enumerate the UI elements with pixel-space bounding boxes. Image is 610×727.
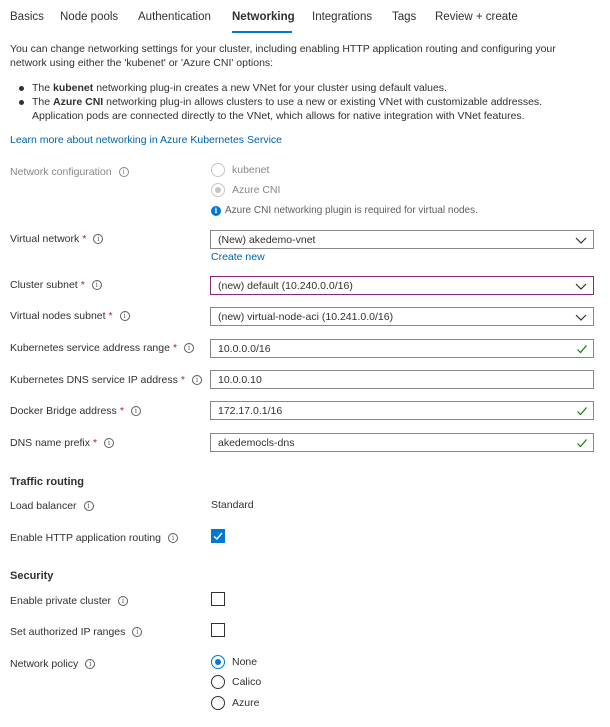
security-heading: Security — [10, 570, 54, 582]
dns-prefix-label: DNS name prefix * i — [10, 437, 114, 449]
radio-policy-none[interactable] — [211, 655, 257, 669]
traffic-routing-heading: Traffic routing — [10, 476, 84, 488]
bullet-azure-cni: The Azure CNI networking plug-in allows clusters to use a new or existing VNet with customizable addresses. Application pods are connected directly to the VNet, which allows for native integration with VNet features. — [10, 95, 590, 123]
http-routing-checkbox[interactable] — [211, 529, 225, 543]
info-icon[interactable]: i — [119, 167, 129, 177]
learn-more-link[interactable]: Learn more about networking in Azure Kubernetes Service — [10, 134, 282, 146]
tab-basics[interactable]: Basics — [10, 11, 44, 23]
load-balancer-value: Standard — [211, 499, 254, 511]
authorized-ip-label: Set authorized IP ranges i — [10, 626, 142, 638]
intro-text: You can change networking settings for your cluster, including enabling HTTP application routing and configuring your network using either the 'kubenet' or 'Azure CNI' options: — [10, 43, 556, 69]
cni-notice: i Azure CNI networking plugin is required for virtual nodes. — [211, 205, 478, 216]
virtual-nodes-subnet-dropdown[interactable]: (new) virtual-node-aci (10.241.0.0/16) — [210, 307, 594, 326]
dns-prefix-input[interactable]: akedemocls-dns — [210, 433, 594, 452]
info-icon[interactable]: i — [118, 596, 128, 606]
create-new-vnet-link[interactable]: Create new — [211, 251, 265, 263]
virtual-nodes-subnet-label: Virtual nodes subnet * i — [10, 310, 130, 322]
tab-integrations[interactable]: Integrations — [312, 11, 373, 23]
checkmark-icon — [576, 437, 588, 449]
radio-policy-azure[interactable] — [211, 696, 259, 710]
radio-button[interactable] — [211, 675, 225, 689]
info-icon[interactable]: i — [84, 501, 94, 511]
checkmark-icon — [576, 405, 588, 417]
info-filled-icon: i — [211, 206, 221, 216]
checkmark-icon — [576, 343, 588, 355]
info-icon[interactable]: i — [184, 343, 194, 353]
info-icon[interactable]: i — [168, 533, 178, 543]
radio-label: Azure — [232, 697, 260, 709]
radio-button[interactable] — [211, 655, 225, 669]
info-icon[interactable]: i — [192, 375, 202, 385]
tab-node-pools[interactable]: Node pools — [60, 11, 119, 23]
info-icon[interactable]: i — [120, 311, 130, 321]
tab-tags[interactable]: Tags — [392, 11, 417, 23]
authorized-ip-checkbox[interactable] — [211, 623, 225, 637]
docker-bridge-label: Docker Bridge address * i — [10, 405, 141, 417]
info-icon[interactable]: i — [131, 406, 141, 416]
tab-networking[interactable]: Networking — [232, 11, 295, 23]
cluster-subnet-label: Cluster subnet * i — [10, 279, 102, 291]
info-icon[interactable]: i — [104, 438, 114, 448]
tab-review-create[interactable]: Review + create — [435, 11, 518, 23]
radio-label: Calico — [232, 676, 262, 688]
wizard-tabs — [0, 0, 610, 34]
radio-azure-cni[interactable] — [211, 183, 280, 197]
private-cluster-checkbox[interactable] — [211, 592, 225, 606]
dns-service-ip-input[interactable]: 10.0.0.10 — [210, 370, 594, 389]
info-icon[interactable]: i — [92, 280, 102, 290]
load-balancer-label: Load balancer i — [10, 500, 94, 512]
info-icon[interactable]: i — [93, 234, 103, 244]
bullet-kubenet: The kubenet networking plug-in creates a new VNet for your cluster using default values. — [10, 81, 590, 95]
dns-service-ip-label: Kubernetes DNS service IP address * i — [10, 374, 202, 386]
radio-button[interactable] — [211, 183, 225, 197]
radio-label: Azure CNI — [232, 184, 281, 196]
service-address-range-label: Kubernetes service address range * i — [10, 342, 194, 354]
radio-button[interactable] — [211, 696, 225, 710]
chevron-down-icon — [575, 311, 587, 323]
radio-policy-calico[interactable] — [211, 675, 261, 689]
cluster-subnet-dropdown[interactable]: (new) default (10.240.0.0/16) — [210, 276, 594, 295]
virtual-network-label: Virtual network * i — [10, 233, 103, 245]
checkmark-icon — [212, 530, 224, 542]
chevron-down-icon — [575, 234, 587, 246]
radio-label: None — [232, 656, 258, 668]
docker-bridge-input[interactable]: 172.17.0.1/16 — [210, 401, 594, 420]
virtual-network-dropdown[interactable]: (New) akedemo-vnet — [210, 230, 594, 249]
active-tab-indicator — [232, 31, 292, 33]
radio-kubenet[interactable] — [211, 163, 269, 177]
bullet-list — [10, 81, 590, 123]
private-cluster-label: Enable private cluster i — [10, 595, 128, 607]
network-config-label: Network configuration i — [10, 166, 129, 178]
info-icon[interactable]: i — [85, 659, 95, 669]
radio-label: kubenet — [232, 164, 270, 176]
network-policy-label: Network policy i — [10, 658, 95, 670]
service-address-range-input[interactable]: 10.0.0.0/16 — [210, 339, 594, 358]
info-icon[interactable]: i — [132, 627, 142, 637]
radio-button[interactable] — [211, 163, 225, 177]
tab-authentication[interactable]: Authentication — [138, 11, 211, 23]
http-routing-label: Enable HTTP application routing i — [10, 532, 178, 544]
chevron-down-icon — [575, 280, 587, 292]
